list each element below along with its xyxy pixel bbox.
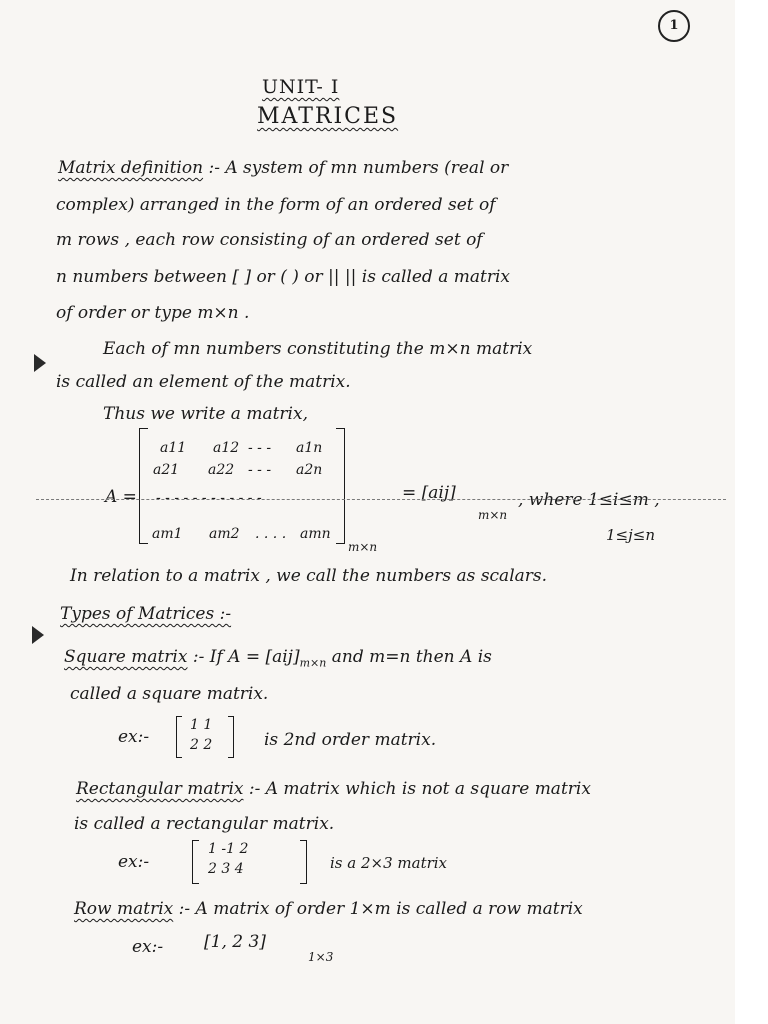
page-edge-margin	[735, 0, 768, 1024]
definition-line-3: m rows , each row consisting of an ordered set of	[56, 230, 483, 250]
main-title: MATRICES	[257, 104, 399, 129]
square-example-left-bracket	[176, 716, 182, 758]
matrix-dots: - - -	[248, 462, 272, 478]
element-line-1: Each of mn numbers constituting the m×n matrix	[103, 339, 533, 359]
matrix-rhs-subscript: m×n	[478, 508, 508, 522]
matrix-left-bracket	[139, 428, 148, 544]
row-matrix-example: [1, 2 3]	[204, 932, 266, 952]
matrix-dots: . . . .	[255, 526, 287, 542]
matrix-cell: a22	[208, 462, 235, 478]
definition-text-1: :- A system of mn numbers (real or	[208, 158, 509, 178]
matrix-cell: amn	[300, 526, 331, 542]
rectangular-example-left-bracket	[192, 840, 199, 884]
rectangular-example-text: is a 2×3 matrix	[330, 854, 448, 872]
definition-line-1	[58, 158, 508, 178]
rectangular-line-1	[76, 779, 591, 799]
definition-line-5: of order or type m×n .	[56, 303, 250, 323]
matrix-rhs: = [aij]	[402, 483, 456, 503]
margin-arrow-mark	[32, 626, 44, 644]
rectangular-example-row-2: 2 3 4	[208, 861, 244, 877]
matrix-order-subscript: m×n	[348, 540, 378, 554]
matrix-lhs: A =	[105, 487, 137, 507]
rectangular-text-1: :- A matrix which is not a square matrix	[248, 779, 591, 799]
square-example-label: ex:-	[118, 727, 150, 747]
rectangular-example-right-bracket	[300, 840, 307, 884]
types-heading: Types of Matrices :-	[60, 604, 232, 624]
square-heading: Square matrix	[64, 647, 188, 667]
matrix-cell: am1	[152, 526, 183, 542]
square-line-1	[64, 647, 492, 669]
matrix-cell: a21	[153, 462, 180, 478]
row-matrix-example-subscript: 1×3	[308, 950, 334, 964]
row-matrix-heading: Row matrix	[74, 899, 174, 919]
rectangular-example-label: ex:-	[118, 852, 150, 872]
square-example-row-2: 2 2	[190, 737, 213, 753]
square-subscript: m×n	[299, 656, 327, 670]
matrix-dashes: - - - - - - - - - - - -	[156, 490, 262, 506]
margin-arrow-mark	[34, 354, 46, 372]
rectangular-line-2: is called a rectangular matrix.	[74, 814, 335, 834]
square-example-row-1: 1 1	[190, 717, 213, 733]
square-text-2: and m=n then A is	[331, 647, 492, 667]
thus-line: Thus we write a matrix,	[103, 404, 308, 424]
matrix-cell: am2	[209, 526, 240, 542]
fold-crease-line	[36, 499, 726, 500]
row-matrix-line-1	[74, 899, 583, 919]
matrix-right-bracket	[336, 428, 345, 544]
matrix-cell: a11	[160, 440, 187, 456]
matrix-cell: a1n	[296, 440, 323, 456]
square-example-text: is 2nd order matrix.	[264, 730, 437, 750]
definition-line-4: n numbers between [ ] or ( ) or || || is called a matrix	[56, 267, 510, 287]
matrix-where-text: , where 1≤i≤m ,	[518, 490, 660, 510]
rectangular-heading: Rectangular matrix	[76, 779, 244, 799]
scalars-line: In relation to a matrix , we call the numbers as scalars.	[70, 566, 548, 586]
rectangular-example-row-1: 1 -1 2	[208, 841, 249, 857]
definition-line-2: complex) arranged in the form of an ordered set of	[56, 195, 496, 215]
unit-title: UNIT- I	[262, 76, 340, 98]
row-matrix-example-label: ex:-	[132, 937, 164, 957]
definition-heading: Matrix definition	[58, 158, 204, 178]
row-matrix-text-1: :- A matrix of order 1×m is called a row matrix	[178, 899, 583, 919]
matrix-dots: - - -	[248, 440, 272, 456]
element-line-2: is called an element of the matrix.	[56, 372, 351, 392]
square-text-1: :- If A = [aij]	[192, 647, 300, 667]
matrix-cell: a12	[213, 440, 240, 456]
square-example-right-bracket	[228, 716, 234, 758]
square-line-2: called a square matrix.	[70, 684, 269, 704]
matrix-where-text-2: 1≤j≤n	[606, 526, 655, 544]
page-number: 1	[658, 10, 690, 42]
matrix-cell: a2n	[296, 462, 323, 478]
